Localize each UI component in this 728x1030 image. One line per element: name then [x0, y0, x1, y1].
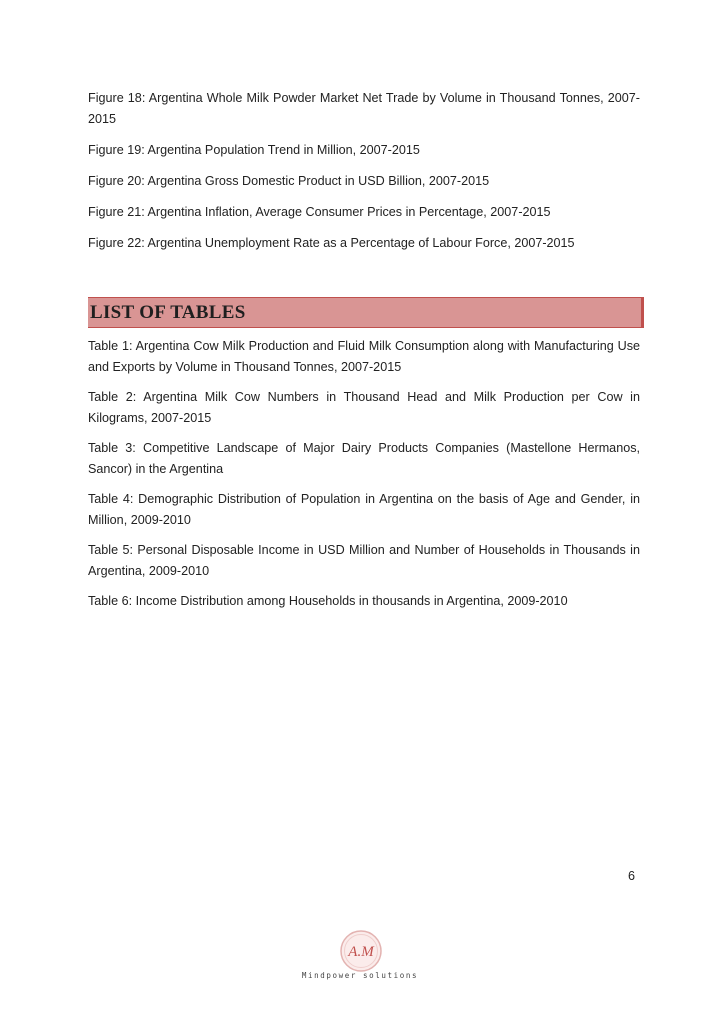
- table-entry: Table 3: Competitive Landscape of Major Dairy Products Companies (Mastellone Hermanos, Sancor) in the Argentina: [88, 441, 640, 476]
- figure-entry: Figure 21: Argentina Inflation, Average Consumer Prices in Percentage, 2007-2015: [88, 205, 551, 219]
- footer-brand-name: Mindpower solutions: [301, 971, 419, 980]
- figure-entry: Figure 19: Argentina Population Trend in Million, 2007-2015: [88, 143, 420, 157]
- list-of-figures: [88, 88, 640, 254]
- company-logo-icon: [338, 928, 384, 974]
- table-entry: Table 2: Argentina Milk Cow Numbers in Thousand Head and Milk Production per Cow in Kilograms, 2007-2015: [88, 390, 640, 425]
- logo-text: A.M: [348, 944, 374, 960]
- figure-entry: Figure 22: Argentina Unemployment Rate as a Percentage of Labour Force, 2007-2015: [88, 236, 575, 250]
- list-of-tables: [88, 336, 640, 612]
- figure-entry: Figure 18: Argentina Whole Milk Powder Market Net Trade by Volume in Thousand Tonnes, 2007-2015: [88, 91, 640, 126]
- page-content: [88, 88, 640, 621]
- page-number: 6: [628, 869, 636, 883]
- figure-entry: Figure 20: Argentina Gross Domestic Product in USD Billion, 2007-2015: [88, 174, 490, 188]
- table-entry: Table 6: Income Distribution among Households in thousands in Argentina, 2009-2010: [88, 594, 568, 608]
- table-entry: Table 5: Personal Disposable Income in USD Million and Number of Households in Thousands in Argentina, 2009-2010: [88, 543, 640, 578]
- table-entry: Table 1: Argentina Cow Milk Production and Fluid Milk Consumption along with Manufacturing Use and Exports by Volume in Thousand Tonnes, 2007-2015: [88, 339, 640, 374]
- list-of-tables-heading-bar: [88, 297, 644, 328]
- table-entry: Table 4: Demographic Distribution of Population in Argentina on the basis of Age and Gender, in Million, 2009-2010: [88, 492, 640, 527]
- list-of-tables-heading: LIST OF TABLES: [90, 301, 246, 323]
